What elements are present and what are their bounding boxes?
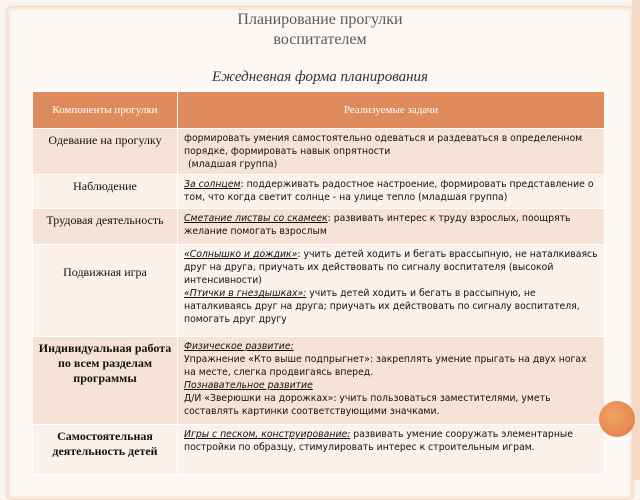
- task-text: : учить детей ходить и бегать врассыпную, не наталкиваясь друг на друга, приучать их действовать по сигналу воспитателя (высокой интенсивности): [184, 249, 598, 286]
- task-note: (младшая группа): [188, 159, 278, 170]
- page-title: [0, 10, 640, 50]
- component-label: Наблюдение: [73, 179, 137, 193]
- component-cell: [33, 175, 178, 209]
- title-line-2: воспитателем: [273, 31, 367, 48]
- task-text: : поддерживать радостное настроение, формировать представление о том, что когда светит солнце - на улице тепло (младшая группа): [184, 179, 594, 203]
- cog-dev-link[interactable]: Познавательное развитие: [184, 380, 313, 391]
- task-text: учить детей ходить и бегать в рассыпную, не наталкиваясь друг на друга; приучать их действовать по сигналу воспитателя, помогать друг другу: [184, 288, 580, 325]
- table-row: [33, 129, 605, 175]
- component-cell: [33, 209, 178, 245]
- table-row: [33, 425, 605, 475]
- component-label: Одевание на прогулку: [48, 133, 162, 147]
- component-cell: [33, 337, 178, 425]
- game-link[interactable]: «Птички в гнездышках»:: [184, 288, 307, 299]
- component-label: Трудовая деятельность: [46, 213, 164, 227]
- table-row: [33, 337, 605, 425]
- subtitle: Ежедневная форма планирования: [211, 69, 429, 85]
- table-row: [33, 175, 605, 209]
- title-line-1: Планирование прогулки: [237, 11, 403, 28]
- component-cell: [33, 129, 178, 175]
- table-row: [33, 209, 605, 245]
- component-cell: [33, 425, 178, 475]
- task-link[interactable]: За солнцем: [184, 179, 241, 190]
- component-label: Подвижная игра: [63, 265, 147, 279]
- game-link[interactable]: «Солнышко и дождик»: [184, 249, 298, 260]
- header-tasks: Реализуемые задачи: [178, 92, 605, 129]
- table-header-row: [33, 92, 605, 129]
- task-text: развивать умение сооружать элементарные постройки по образцу, стимулировать интерес к строительным играм.: [184, 429, 573, 453]
- tasks-cell: [178, 425, 605, 475]
- cog-dev-text: Д/И «Зверюшки на дорожках»: учить пользоваться заместителями, уметь составлять картинки соответствующими значками.: [184, 393, 551, 417]
- tasks-cell: [178, 129, 605, 175]
- header-components: Компоненты прогулки: [33, 92, 178, 129]
- phys-dev-text: Упражнение «Кто выше подпрыгнет»: закреплять умение прыгать на двух ногах на месте, слегка продвигаясь вперед.: [184, 354, 587, 378]
- component-label: Самостоятельная деятельность детей: [52, 429, 158, 458]
- task-link[interactable]: Сметание листвы со скамеек: [184, 213, 328, 224]
- phys-dev-link[interactable]: Физическое развитие:: [184, 341, 294, 352]
- planning-table: [32, 91, 605, 475]
- tasks-cell: [178, 245, 605, 337]
- task-text: формировать умения самостоятельно одеваться и раздеваться в определенном порядке, формировать навык опрятности: [184, 133, 583, 157]
- decorative-circle: [599, 401, 635, 437]
- table-row: [33, 245, 605, 337]
- component-cell: [33, 245, 178, 337]
- task-text: : развивать интерес к труду взрослых, поощрять желание помогать взрослым: [184, 213, 571, 237]
- tasks-cell: [178, 209, 605, 245]
- task-link[interactable]: Игры с песком, конструирование:: [184, 429, 351, 440]
- tasks-cell: [178, 337, 605, 425]
- component-label: Индивидуальная работа по всем разделам программы: [38, 341, 172, 385]
- tasks-cell: [178, 175, 605, 209]
